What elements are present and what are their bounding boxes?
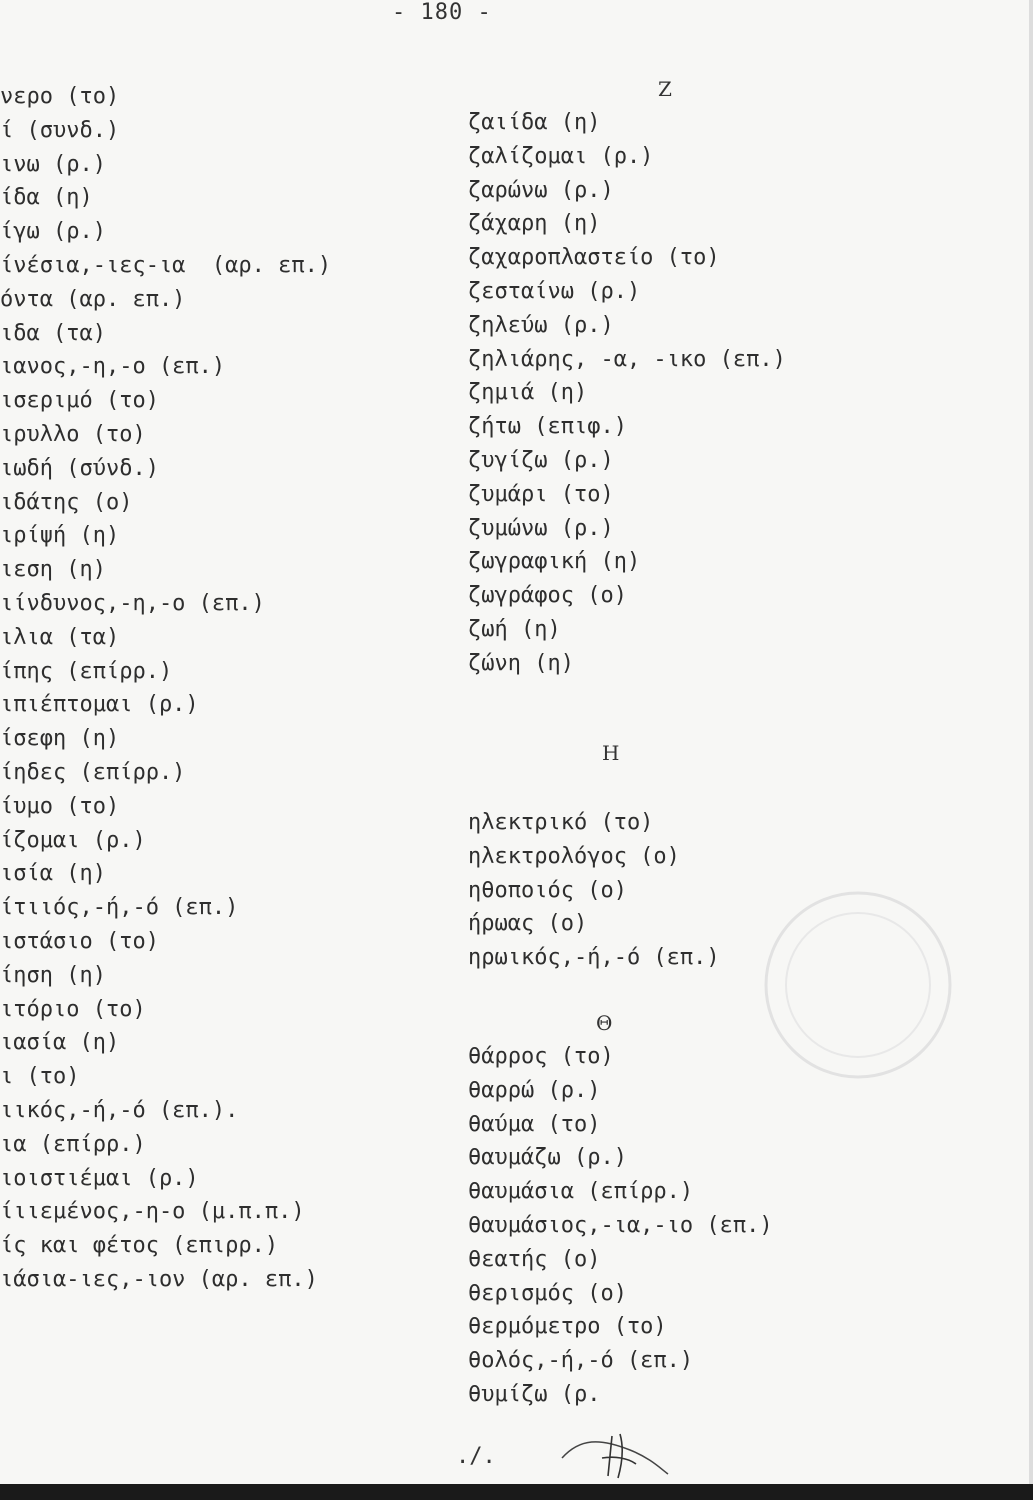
word-entry: ιάσια-ιες,-ιον (αρ. επ.): [0, 1266, 318, 1292]
word-entry: ίηδες (επίρρ.): [0, 759, 186, 785]
word-entry: ιασία (η): [0, 1030, 120, 1056]
section-eta: [468, 736, 1008, 975]
word-entry: ιλια (τα): [0, 624, 120, 650]
scan-border: [0, 1484, 1033, 1500]
word-entry: θολός,-ή,-ό (επ.): [468, 1348, 694, 1374]
word-entry: ζυμώνω (ρ.): [468, 515, 614, 541]
word-entry: ζάχαρη (η): [468, 211, 601, 237]
word-entry: ίπης (επίρρ.): [0, 658, 173, 684]
word-entry: ισία (η): [0, 861, 106, 887]
word-entry: ζαρώνω (ρ.): [468, 177, 614, 203]
word-entry: ιανος,-η,-ο (επ.): [0, 354, 226, 380]
word-entry: ζημιά (η): [468, 380, 588, 406]
word-entry: ζεσταίνω (ρ.): [468, 278, 641, 304]
word-entry: θαρρώ (ρ.): [468, 1077, 601, 1103]
word-entry: ίζομαι (ρ.): [0, 827, 146, 853]
section-entries: [468, 1040, 1008, 1412]
word-entry: ίσεφη (η): [0, 726, 120, 752]
section-entries: [468, 106, 1008, 681]
word-entry: ζαχαροπλαστείο (το): [468, 245, 720, 271]
word-entry: ίνέσια,-ιες-ια (αρ. επ.): [0, 252, 332, 278]
word-entry: ι (το): [0, 1064, 80, 1090]
word-entry: ιδα (τα): [0, 320, 106, 346]
word-entry: θάρρος (το): [468, 1044, 614, 1069]
word-entry: ιίνδυνος,-η,-ο (επ.): [0, 590, 265, 616]
word-entry: θαυμάσιος,-ια,-ιο (επ.): [468, 1212, 773, 1238]
word-entry: θερισμός (ο): [468, 1280, 627, 1306]
word-entry: ια (επίρρ.): [0, 1131, 146, 1157]
word-entry: ζαιίδα (η): [468, 110, 601, 135]
word-entry: ιωδή (σύνδ.): [0, 455, 159, 481]
word-entry: θερμόμετρο (το): [468, 1314, 667, 1340]
word-entry: ζήτω (επιφ.): [468, 414, 627, 440]
page-edge: [1029, 0, 1033, 1500]
section-zeta: [468, 72, 1008, 681]
word-entry: ζυγίζω (ρ.): [468, 447, 614, 473]
word-entry: ζηλεύω (ρ.): [468, 312, 614, 338]
word-entry: ιοιστιέμαι (ρ.): [0, 1165, 199, 1191]
word-entry: ίυμο (το): [0, 793, 120, 819]
word-entry: ινω (ρ.): [0, 151, 106, 177]
word-entry: θαύμα (το): [468, 1111, 601, 1137]
continuation-mark: ./.: [456, 1444, 496, 1469]
handwritten-signature: [560, 1428, 670, 1488]
word-entry: ίηση (η): [0, 962, 106, 988]
word-entry: ιτόριο (το): [0, 996, 146, 1022]
word-entry: ηθοποιός (ο): [468, 877, 627, 903]
word-entry: ηλεκτρικό (το): [468, 810, 654, 835]
word-entry: ζωή (η): [468, 616, 561, 642]
word-entry: ιεση (η): [0, 557, 106, 583]
word-entry: ιρίψή (η): [0, 523, 120, 549]
word-entry: θεατής (ο): [468, 1246, 601, 1272]
word-entry: ζωγράφος (ο): [468, 583, 627, 609]
word-entry: ιπιέπτομαι (ρ.): [0, 692, 199, 718]
word-entry: νερο (το): [0, 84, 120, 109]
word-entry: ήρωας (ο): [468, 911, 588, 937]
word-entry: όντα (αρ. επ.): [0, 286, 186, 312]
word-entry: ίιιεμένος,-η-ο (μ.π.π.): [0, 1199, 305, 1225]
word-entry: ιικός,-ή,-ό (επ.).: [0, 1097, 239, 1123]
word-entry: ίδα (η): [0, 185, 93, 211]
word-entry: ιδάτης (ο): [0, 489, 133, 515]
word-entry: ίς και φέτος (επιρρ.): [0, 1233, 279, 1259]
word-entry: ίτιιός,-ή,-ό (επ.): [0, 895, 239, 921]
word-entry: θυμίζω (ρ.: [468, 1381, 601, 1407]
word-entry: ιρυλλο (το): [0, 421, 146, 447]
word-entry: ισεριμό (το): [0, 388, 159, 414]
section-entries: [468, 806, 1008, 975]
word-entry: ζυμάρι (το): [468, 481, 614, 507]
word-entry: ίγω (ρ.): [0, 219, 106, 245]
section-letter: Η: [602, 741, 620, 765]
word-entry: ηλεκτρολόγος (ο): [468, 843, 680, 869]
word-entry: ζωγραφική (η): [468, 549, 641, 575]
word-entry: ηρωικός,-ή,-ό (επ.): [468, 945, 720, 971]
left-column-word-list: [0, 80, 440, 1297]
word-entry: θαυμάζω (ρ.): [468, 1145, 627, 1171]
section-letter: Θ: [596, 1011, 613, 1035]
word-entry: ζηλιάρης, -α, -ικο (επ.): [468, 346, 786, 372]
page-number: - 180 -: [392, 0, 492, 25]
word-entry: ιστάσιο (το): [0, 928, 159, 954]
section-letter: Ζ: [658, 77, 672, 101]
word-entry: ί (συνδ.): [0, 117, 120, 143]
section-theta: [468, 1006, 1008, 1412]
word-entry: θαυμάσια (επίρρ.): [468, 1179, 694, 1205]
word-entry: ζαλίζομαι (ρ.): [468, 143, 654, 169]
word-entry: ζώνη (η): [468, 650, 574, 676]
